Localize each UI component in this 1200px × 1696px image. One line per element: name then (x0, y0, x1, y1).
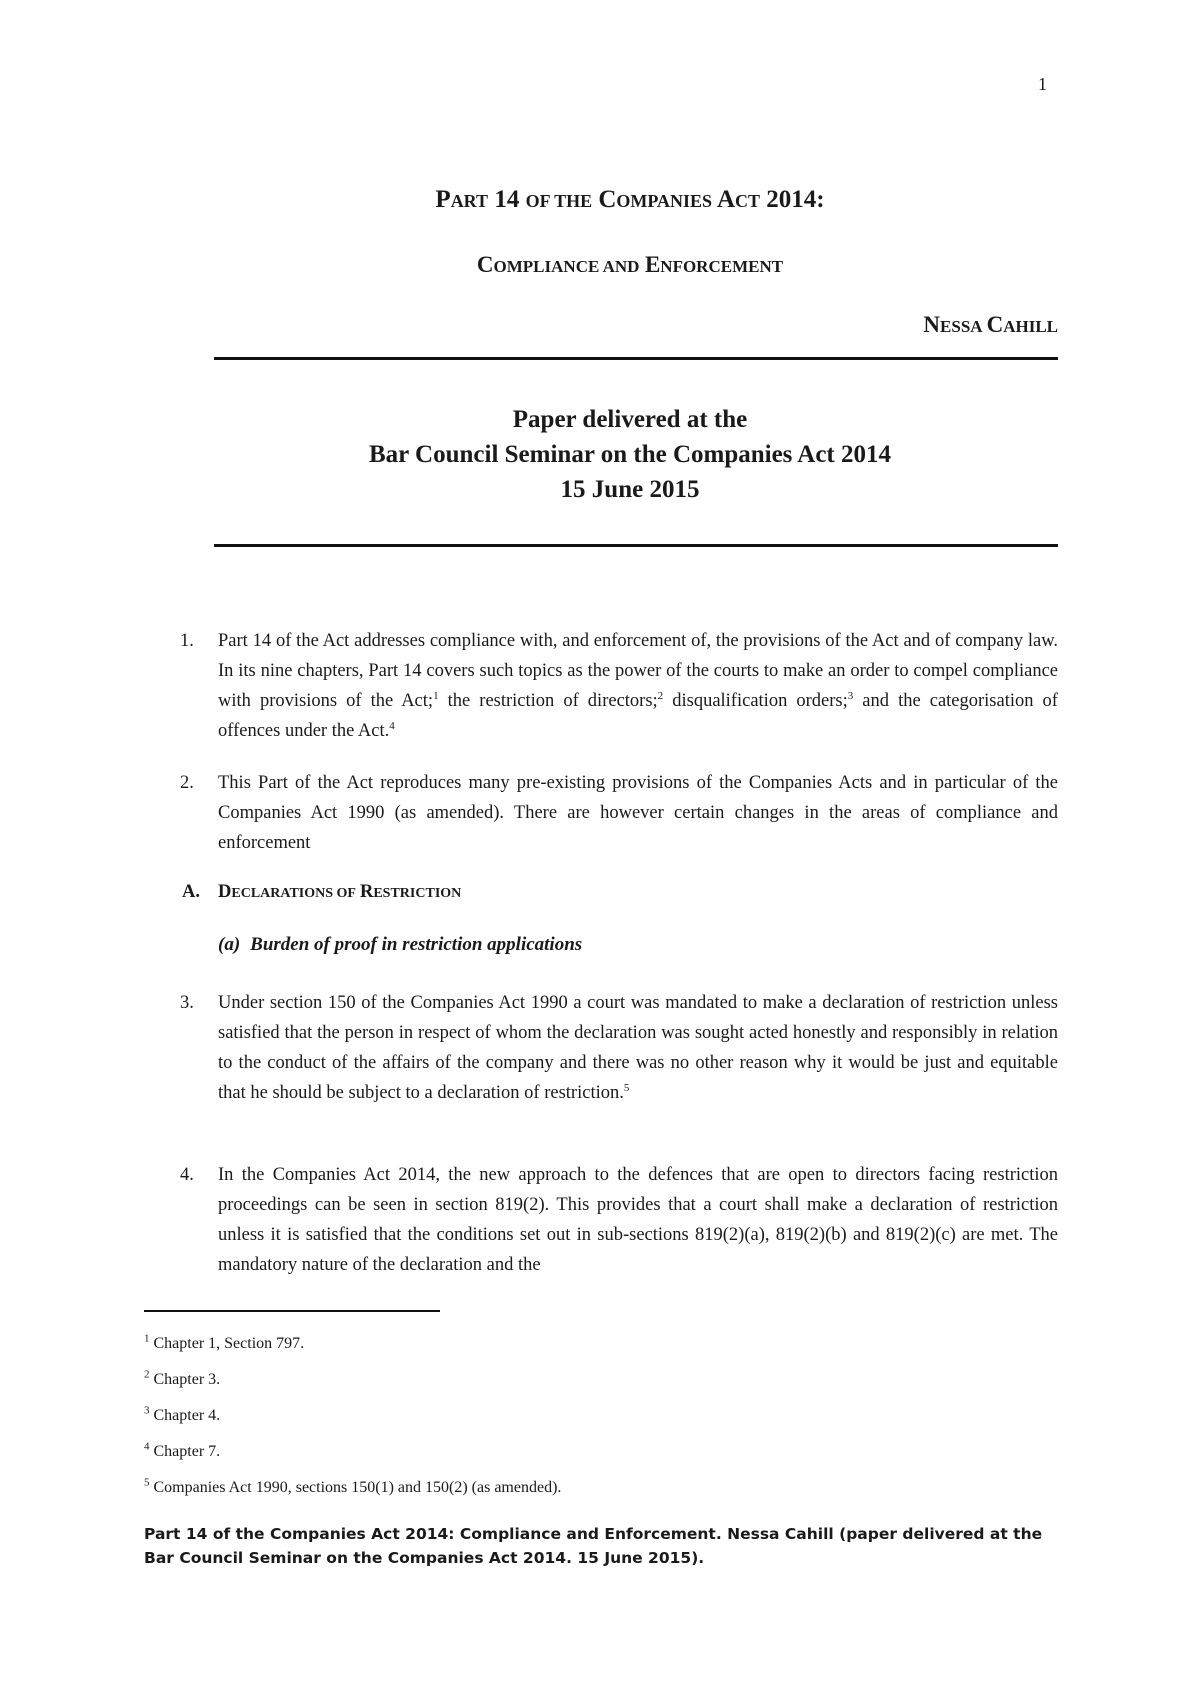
footnote-ref: 5 (623, 1081, 630, 1094)
paragraph-number: 3. (180, 993, 194, 1013)
page-number: 1 (1038, 74, 1047, 94)
seminar-line: Bar Council Seminar on the Companies Act 2014 (368, 441, 892, 468)
footnote-ref: 3 (847, 689, 854, 702)
footnote-item: $^1$ Chapter 1, Section 797. (144, 1332, 305, 1352)
delivery-line: Paper delivered at the (512, 406, 748, 433)
title-word: 2014: (766, 186, 825, 213)
footnotes (144, 1332, 561, 1512)
paragraph-1: 1. Part 14 of the Act addresses compliance with, and enforcement of, the provisions of the Act and of company law. In its nine chapters, Part 14 covers such topics as the power of the courts to make an order to compel compliance with provisions of the Act;$^1$ the restriction of directors;$^2$ disqualification orders;$^3$ and the categorisation of offences under the Act.$^4$ (218, 626, 1058, 746)
title-word: PART (435, 186, 489, 213)
footnote-item: $^3$ Chapter 4. (144, 1404, 221, 1424)
paragraph-number: 4. (180, 1165, 194, 1185)
title-word: 14 (494, 186, 520, 213)
author-name: NESSA CAHILL (923, 312, 1058, 337)
footnote-ref: 2 (657, 689, 664, 702)
paragraph-number: 2. (180, 773, 194, 793)
title-word: COMPLIANCE AND (476, 252, 640, 277)
subheading-a: (a) Burden of proof in restriction applications (218, 934, 583, 955)
title-word: OF THE (525, 191, 593, 211)
date-line: 15 June 2015 (560, 476, 700, 503)
footnote-item: $^4$ Chapter 7. (144, 1440, 221, 1460)
paper-delivery-info (200, 402, 1060, 507)
paragraph-number: 1. (180, 631, 194, 651)
document-title (200, 186, 1060, 214)
paragraph-2: 2. This Part of the Act reproduces many pre-existing provisions of the Companies Acts and in particular of the Companies Act 1990 (as amended). There are however certain changes in the areas of compliance and enforcement (218, 768, 1058, 858)
horizontal-rule-top (214, 357, 1058, 360)
paragraph-4: 4. In the Companies Act 2014, the new approach to the defences that are open to directors facing restriction proceedings can be seen in section 819(2). This provides that a court shall make a declaration of restriction unless it is satisfied that the conditions set out in sub-sections 819(2)(a), 819(2)(b) and 819(2)(c) are met. The mandatory nature of the declaration and the (218, 1160, 1058, 1280)
document-subtitle-heading (200, 252, 1060, 278)
footnote-item: $^5$ Companies Act 1990, sections 150(1) and 150(2) (as amended). (144, 1476, 562, 1496)
footnote-ref: 1 (433, 689, 439, 702)
title-word: ACT (716, 186, 761, 213)
title-word: ENFORCEMENT (644, 252, 784, 277)
horizontal-rule-bottom (214, 544, 1058, 547)
paragraph-3: 3. Under section 150 of the Companies Act 1990 a court was mandated to make a declaration of restriction unless satisfied that the person in respect of whom the declaration was sought acted honestly and responsibly in relation to the conduct of the affairs of the company and there was no other reason why it would be just and equitable that he should be subject to a declaration of restriction.$^5$ (218, 988, 1058, 1108)
page-footer-citation: Part 14 of the Companies Act 2014: Compliance and Enforcement. Nessa Cahill (paper delivered at the Bar Council Seminar on the Companies Act 2014. 15 June 2015). (144, 1525, 1043, 1567)
footnote-item: $^2$ Chapter 3. (144, 1368, 221, 1388)
footnote-ref: 4 (389, 719, 395, 732)
title-word: COMPANIES (598, 186, 713, 213)
section-heading-a: A. DECLARATIONS OF RESTRICTION (182, 882, 462, 902)
footnote-separator (144, 1310, 440, 1312)
